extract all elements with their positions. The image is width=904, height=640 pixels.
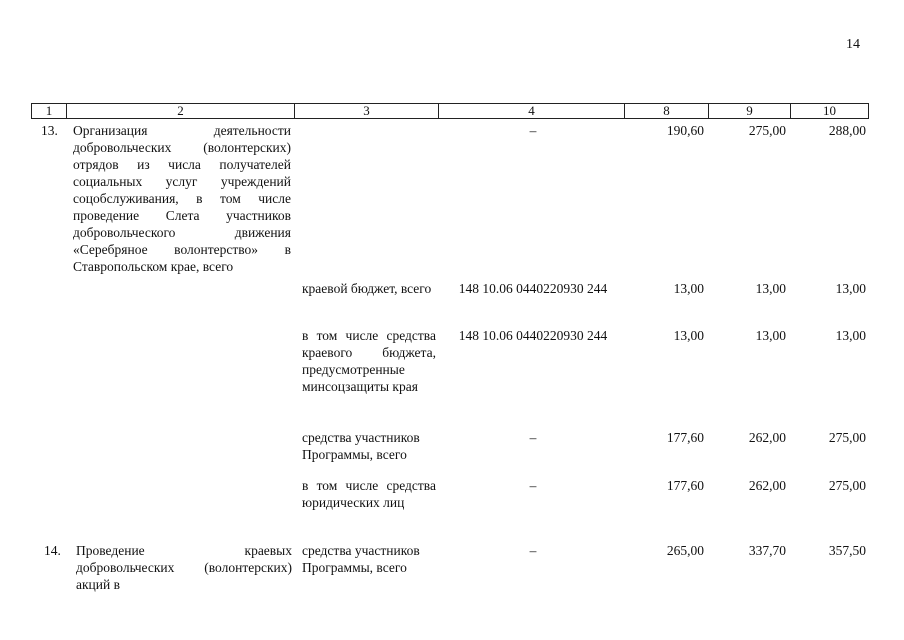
row-value-col10: 357,50 (828, 543, 866, 558)
row-value-col8: 177,60 (666, 430, 704, 445)
header-col-2: 2 (67, 104, 295, 118)
row-value-col8: 177,60 (666, 478, 704, 493)
row-funding-source: краевой бюджет, всего (302, 281, 432, 296)
row-funding-source: средства участников Программы, всего (302, 430, 420, 462)
row-budget-code: – (529, 430, 537, 445)
row-value-col9: 262,00 (748, 478, 786, 493)
row-value-col9: 337,70 (748, 543, 786, 558)
table-header-row (31, 103, 869, 119)
row-value-col8: 190,60 (666, 123, 704, 138)
row-value-col9: 275,00 (748, 123, 786, 138)
header-col-10: 10 (823, 103, 836, 118)
row-budget-code: – (529, 123, 537, 138)
row-value-col9: 13,00 (755, 328, 786, 343)
header-col-1: 1 (32, 104, 67, 118)
row-activity-name: Проведение краевых добровольческих (волонтерских) акций в (76, 543, 292, 592)
header-col-8: 8 (625, 104, 709, 118)
row-value-col9: 262,00 (748, 430, 786, 445)
row-number: 14. (44, 543, 61, 558)
row-value-col10: 275,00 (828, 478, 866, 493)
row-value-col10: 288,00 (828, 123, 866, 138)
row-budget-code: 148 10.06 0440220930 244 (458, 328, 608, 343)
row-value-col9: 13,00 (755, 281, 786, 296)
row-value-col10: 13,00 (835, 281, 866, 296)
row-value-col8: 265,00 (666, 543, 704, 558)
row-funding-source: средства участников Программы, всего (302, 543, 420, 575)
row-budget-code: – (529, 478, 537, 493)
row-funding-source: в том числе средства юридических лиц (302, 478, 436, 510)
row-budget-code: 148 10.06 0440220930 244 (458, 281, 608, 296)
row-budget-code: – (529, 543, 537, 558)
row-value-col10: 13,00 (835, 328, 866, 343)
header-col-9: 9 (709, 104, 791, 118)
header-col-3: 3 (295, 104, 439, 118)
row-activity-name: Организация деятельности добровольческих (волонтерских) отрядов из числа получателей социальных услуг учреждений соцобслуживания, в том числе проведение Слета участников добровольческого движения «Серебряное волонтерство» в Ставропольском крае, всего (73, 123, 291, 274)
page-number: 14 (846, 37, 860, 52)
row-number: 13. (41, 123, 58, 138)
row-funding-source: в том числе средства краевого бюджета, предусмотренные минсоцзащиты края (302, 328, 436, 394)
row-value-col8: 13,00 (673, 281, 704, 296)
header-col-4: 4 (439, 104, 625, 118)
row-value-col10: 275,00 (828, 430, 866, 445)
row-value-col8: 13,00 (673, 328, 704, 343)
